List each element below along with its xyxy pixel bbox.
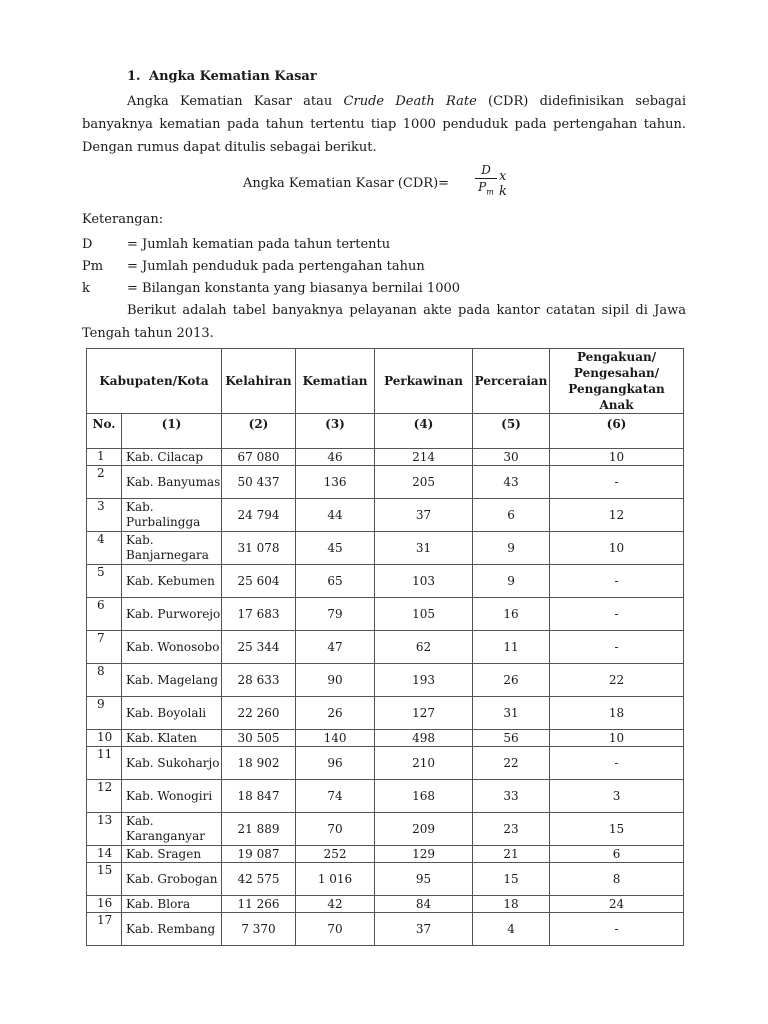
index-1: (1) — [122, 414, 222, 449]
table-row — [87, 664, 684, 697]
index-4: (4) — [375, 414, 473, 449]
table-row — [87, 449, 684, 466]
cell-kematian: 90 — [296, 664, 375, 697]
paragraph-table-intro: Berikut adalah tabel banyaknya pelayanan akte pada kantor catatan sipil di Jawa Tengah tahun 2013. — [82, 303, 686, 341]
table-row — [87, 780, 684, 813]
cell-pengakuan: - — [550, 565, 684, 598]
cell-pengakuan: 18 — [550, 697, 684, 730]
cell-kabupaten: Kab. Klaten — [122, 730, 222, 747]
cell-perkawinan: 103 — [375, 565, 473, 598]
cell-perceraian: 26 — [473, 664, 550, 697]
cell-kematian: 70 — [296, 813, 375, 846]
header-kematian: Kematian — [296, 349, 375, 414]
cell-perkawinan: 127 — [375, 697, 473, 730]
section-title: Angka Kematian Kasar — [149, 69, 317, 84]
paragraph-definition-italic: Crude Death Rate — [343, 94, 477, 109]
fraction-bar — [475, 178, 497, 179]
cell-pengakuan: - — [550, 747, 684, 780]
header-perceraian: Perceraian — [473, 349, 550, 414]
cell-perceraian: 31 — [473, 697, 550, 730]
cell-pengakuan: - — [550, 466, 684, 499]
paragraph-definition — [82, 90, 686, 159]
paragraph-definition-after: (CDR) didefinisikan sebagai banyaknya kematian pada tahun tertentu tiap 1000 penduduk pada pertengahan tahun. Dengan rumus dapat ditulis sebagai berikut. — [82, 94, 687, 155]
cell-perceraian: 6 — [473, 499, 550, 532]
table-row — [87, 747, 684, 780]
cell-kabupaten: Kab. Boyolali — [122, 697, 222, 730]
cell-kabupaten: Kab. Wonogiri — [122, 780, 222, 813]
cell-pengakuan: 6 — [550, 846, 684, 863]
section-number: 1. — [127, 69, 141, 84]
table-row — [87, 499, 684, 532]
cell-kabupaten: Kab. Karanganyar — [122, 813, 222, 846]
cell-kematian: 70 — [296, 913, 375, 946]
cell-kabupaten: Kab. Banjarnegara — [122, 532, 222, 565]
header-kelahiran: Kelahiran — [222, 349, 296, 414]
cell-kabupaten: Kab. Purbalingga — [122, 499, 222, 532]
cell-kelahiran: 21 889 — [222, 813, 296, 846]
cell-kabupaten: Kab. Purworejo — [122, 598, 222, 631]
cell-perceraian: 11 — [473, 631, 550, 664]
table-row — [87, 846, 684, 863]
cell-perceraian: 4 — [473, 913, 550, 946]
cell-pengakuan: 12 — [550, 499, 684, 532]
cell-kelahiran: 18 847 — [222, 780, 296, 813]
cell-kelahiran: 19 087 — [222, 846, 296, 863]
table-row — [87, 913, 684, 946]
index-5: (5) — [473, 414, 550, 449]
cell-kematian: 42 — [296, 896, 375, 913]
cell-perkawinan: 168 — [375, 780, 473, 813]
cell-perkawinan: 129 — [375, 846, 473, 863]
cell-perceraian: 56 — [473, 730, 550, 747]
cell-perkawinan: 193 — [375, 664, 473, 697]
cell-kabupaten: Kab. Sragen — [122, 846, 222, 863]
cell-kelahiran: 24 794 — [222, 499, 296, 532]
cell-no: 6 — [87, 598, 122, 631]
cell-perkawinan: 210 — [375, 747, 473, 780]
header-kabupaten: Kabupaten/Kota — [87, 349, 222, 414]
header-pengakuan: Pengakuan/ Pengesahan/ Pengangkatan Anak — [550, 349, 684, 414]
index-no: No. — [87, 414, 122, 449]
cell-kabupaten: Kab. Rembang — [122, 913, 222, 946]
cell-no: 12 — [87, 780, 122, 813]
cell-perkawinan: 209 — [375, 813, 473, 846]
cell-kematian: 45 — [296, 532, 375, 565]
table-row — [87, 598, 684, 631]
cell-kelahiran: 67 080 — [222, 449, 296, 466]
header-perkawinan: Perkawinan — [375, 349, 473, 414]
table-row — [87, 730, 684, 747]
index-2: (2) — [222, 414, 296, 449]
cell-kelahiran: 28 633 — [222, 664, 296, 697]
cell-kematian: 96 — [296, 747, 375, 780]
cell-kabupaten: Kab. Blora — [122, 896, 222, 913]
cell-kelahiran: 22 260 — [222, 697, 296, 730]
cell-kelahiran: 42 575 — [222, 863, 296, 896]
cell-no: 8 — [87, 664, 122, 697]
formula-multiplier: x k — [499, 169, 507, 199]
cell-no: 7 — [87, 631, 122, 664]
cell-perkawinan: 498 — [375, 730, 473, 747]
cell-pengakuan: 8 — [550, 863, 684, 896]
cell-kematian: 252 — [296, 846, 375, 863]
keterangan-label: Keterangan: — [82, 212, 164, 227]
cell-kabupaten: Kab. Magelang — [122, 664, 222, 697]
cell-no: 13 — [87, 813, 122, 846]
cell-pengakuan: 10 — [550, 532, 684, 565]
cell-perceraian: 16 — [473, 598, 550, 631]
cell-kematian: 65 — [296, 565, 375, 598]
definition-row: k = Bilangan konstanta yang biasanya bernilai 1000 — [82, 281, 461, 296]
section-heading — [127, 69, 317, 84]
cell-kabupaten: Kab. Grobogan — [122, 863, 222, 896]
cell-kematian: 74 — [296, 780, 375, 813]
index-3: (3) — [296, 414, 375, 449]
cell-kematian: 26 — [296, 697, 375, 730]
definition-row: Pm = Jumlah penduduk pada pertengahan tahun — [82, 259, 425, 274]
cell-pengakuan: 3 — [550, 780, 684, 813]
table-row — [87, 813, 684, 846]
cell-pengakuan: - — [550, 913, 684, 946]
table-row — [87, 896, 684, 913]
cell-perceraian: 23 — [473, 813, 550, 846]
table-row — [87, 466, 684, 499]
formula-numerator: D — [481, 163, 491, 177]
cell-perkawinan: 31 — [375, 532, 473, 565]
cell-no: 3 — [87, 499, 122, 532]
cell-pengakuan: 22 — [550, 664, 684, 697]
cell-kelahiran: 50 437 — [222, 466, 296, 499]
cell-kematian: 79 — [296, 598, 375, 631]
definition-list — [82, 234, 460, 300]
cell-pengakuan: 24 — [550, 896, 684, 913]
cell-perkawinan: 95 — [375, 863, 473, 896]
cell-kelahiran: 25 604 — [222, 565, 296, 598]
cell-kematian: 46 — [296, 449, 375, 466]
formula-lhs: Angka Kematian Kasar (CDR) — [243, 176, 439, 191]
cell-kabupaten: Kab. Wonosobo — [122, 631, 222, 664]
cell-kelahiran: 18 902 — [222, 747, 296, 780]
cell-perkawinan: 37 — [375, 913, 473, 946]
cell-pengakuan: - — [550, 631, 684, 664]
cell-perceraian: 18 — [473, 896, 550, 913]
cell-perceraian: 9 — [473, 565, 550, 598]
cell-kematian: 140 — [296, 730, 375, 747]
paragraph-definition-before: Angka Kematian Kasar atau — [127, 94, 344, 109]
cell-kematian: 47 — [296, 631, 375, 664]
cell-perceraian: 15 — [473, 863, 550, 896]
cell-kematian: 44 — [296, 499, 375, 532]
table-row — [87, 565, 684, 598]
definition-row: D = Jumlah kematian pada tahun tertentu — [82, 237, 391, 252]
cell-kabupaten: Kab. Cilacap — [122, 449, 222, 466]
cell-perkawinan: 205 — [375, 466, 473, 499]
cell-kelahiran: 30 505 — [222, 730, 296, 747]
formula-equals: = — [438, 176, 449, 191]
cell-kelahiran: 7 370 — [222, 913, 296, 946]
cell-pengakuan: 15 — [550, 813, 684, 846]
cell-perkawinan: 105 — [375, 598, 473, 631]
cell-no: 14 — [87, 846, 122, 863]
cell-perceraian: 43 — [473, 466, 550, 499]
cell-no: 17 — [87, 913, 122, 946]
table-row — [87, 697, 684, 730]
cell-perkawinan: 62 — [375, 631, 473, 664]
cell-pengakuan: 10 — [550, 449, 684, 466]
cell-no: 15 — [87, 863, 122, 896]
formula-denominator: $P_m$ — [478, 180, 494, 197]
cell-perkawinan: 214 — [375, 449, 473, 466]
cell-kematian: 1 016 — [296, 863, 375, 896]
cell-no: 5 — [87, 565, 122, 598]
cell-kabupaten: Kab. Kebumen — [122, 565, 222, 598]
cell-kabupaten: Kab. Sukoharjo — [122, 747, 222, 780]
table-row — [87, 631, 684, 664]
table-row — [87, 532, 684, 565]
cell-perceraian: 33 — [473, 780, 550, 813]
index-6: (6) — [550, 414, 684, 449]
cell-kelahiran: 25 344 — [222, 631, 296, 664]
cell-no: 11 — [87, 747, 122, 780]
cell-no: 9 — [87, 697, 122, 730]
cell-perkawinan: 84 — [375, 896, 473, 913]
cell-kematian: 136 — [296, 466, 375, 499]
akte-table — [86, 348, 684, 946]
table-index-row — [87, 414, 684, 449]
cell-kelahiran: 31 078 — [222, 532, 296, 565]
cell-perceraian: 9 — [473, 532, 550, 565]
cell-pengakuan: 10 — [550, 730, 684, 747]
cell-perkawinan: 37 — [375, 499, 473, 532]
cell-no: 1 — [87, 449, 122, 466]
formula-fraction — [475, 163, 497, 199]
cell-pengakuan: - — [550, 598, 684, 631]
cell-no: 4 — [87, 532, 122, 565]
cell-no: 2 — [87, 466, 122, 499]
cell-perceraian: 22 — [473, 747, 550, 780]
cell-no: 10 — [87, 730, 122, 747]
cell-kelahiran: 11 266 — [222, 896, 296, 913]
table-row — [87, 863, 684, 896]
cell-kabupaten: Kab. Banyumas — [122, 466, 222, 499]
cell-no: 16 — [87, 896, 122, 913]
cell-perceraian: 30 — [473, 449, 550, 466]
cell-kelahiran: 17 683 — [222, 598, 296, 631]
cell-perceraian: 21 — [473, 846, 550, 863]
table-header-row — [87, 349, 684, 414]
